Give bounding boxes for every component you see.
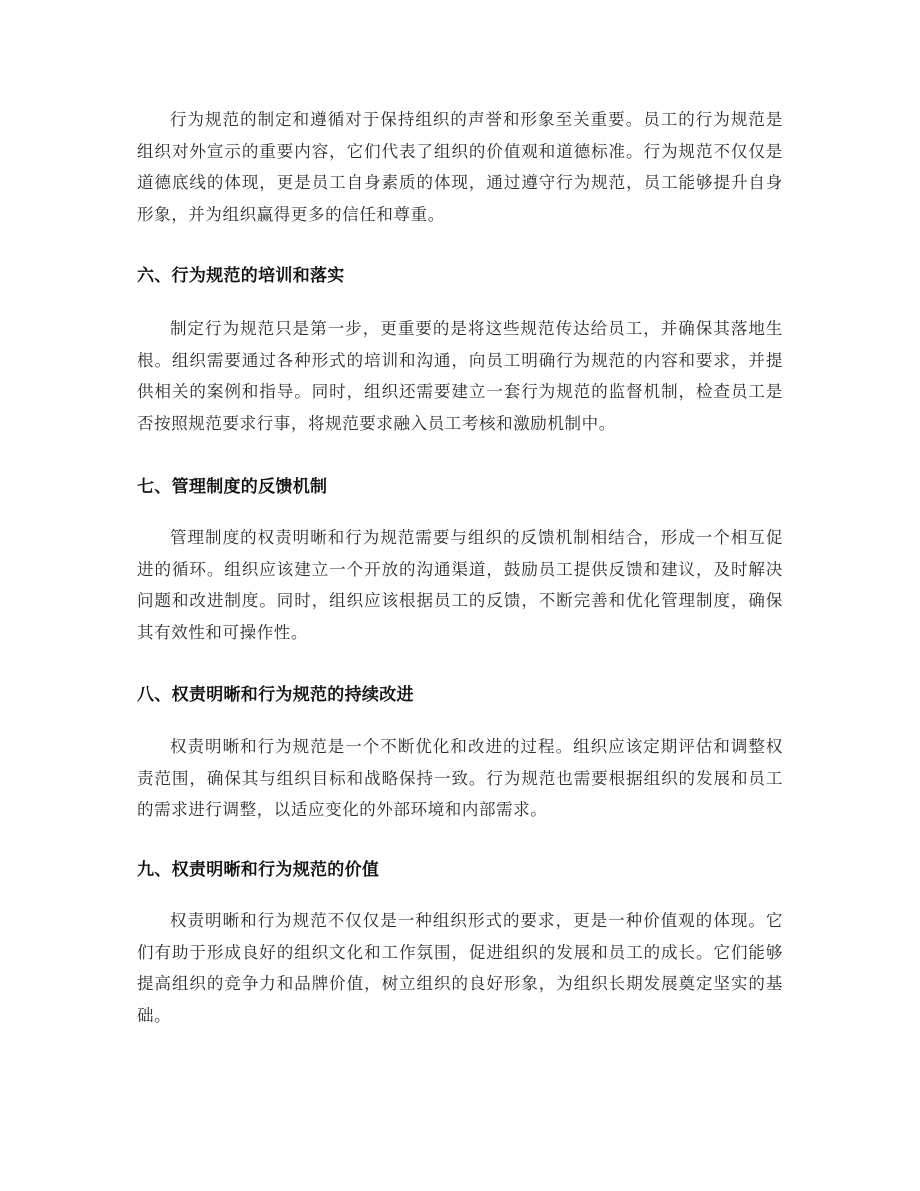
- section-paragraph-improvement: 权责明晰和行为规范是一个不断优化和改进的过程。组织应该定期评估和调整权责范围，确保其与组织目标和战略保持一致。行为规范也需要根据组织的发展和员工的需求进行调整，以适应变化的外部环境和内部需求。: [137, 737, 783, 819]
- section-heading-improvement: 八、权责明晰和行为规范的持续改进: [137, 685, 414, 705]
- section-heading-feedback: 七、管理制度的反馈机制: [137, 477, 328, 497]
- section-heading-value: 九、权责明晰和行为规范的价值: [137, 860, 380, 880]
- section-heading-training: 六、行为规范的培训和落实: [137, 266, 345, 286]
- section-paragraph-feedback: 管理制度的权责明晰和行为规范需要与组织的反馈机制相结合，形成一个相互促进的循环。组织应该建立一个开放的沟通渠道，鼓励员工提供反馈和建议，及时解决问题和改进制度。同时，组织应该根据员工的反馈，不断完善和优化管理制度，确保其有效性和可操作性。: [137, 528, 783, 642]
- section-paragraph-training: 制定行为规范只是第一步，更重要的是将这些规范传达给员工，并确保其落地生根。组织需要通过各种形式的培训和沟通，向员工明确行为规范的内容和要求，并提供相关的案例和指导。同时，组织还需要建立一套行为规范的监督机制，检查员工是否按照规范要求行事，将规范要求融入员工考核和激励机制中。: [137, 319, 783, 433]
- section-paragraph-value: 权责明晰和行为规范不仅仅是一种组织形式的要求，更是一种价值观的体现。它们有助于形成良好的组织文化和工作氛围，促进组织的发展和员工的成长。它们能够提高组织的竞争力和品牌价值，树立组织的良好形象，为组织长期发展奠定坚实的基础。: [137, 911, 783, 1025]
- intro-paragraph: 行为规范的制定和遵循对于保持组织的声誉和形象至关重要。员工的行为规范是组织对外宣示的重要内容，它们代表了组织的价值观和道德标准。行为规范不仅仅是道德底线的体现，更是员工自身素质的体现，通过遵守行为规范，员工能够提升自身形象，并为组织赢得更多的信任和尊重。: [137, 110, 783, 224]
